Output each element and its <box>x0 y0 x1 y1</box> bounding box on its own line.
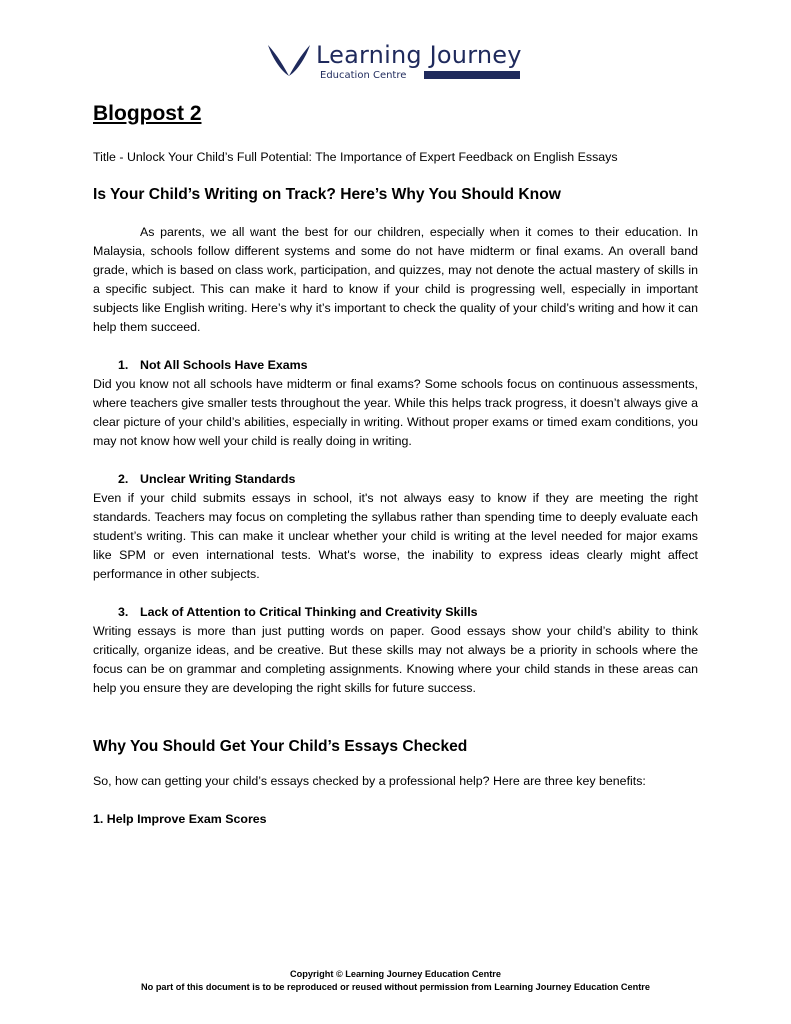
list-item-heading: 2. Unclear Writing Standards <box>118 472 296 486</box>
document-body <box>93 100 698 829</box>
section-heading-2: Why You Should Get Your Child’s Essays Checked <box>93 738 468 755</box>
section-heading-1: Is Your Child’s Writing on Track? Here’s Why You Should Know <box>93 186 561 203</box>
blog-title-line: Title - Unlock Your Child’s Full Potential: The Importance of Expert Feedback on English Essays <box>93 150 618 164</box>
list-item-body: Even if your child submits essays in school, it's not always easy to know if they are meeting the right standards. Teachers may focus on completing the syllabus rather than spending time to deeply evaluate each student’s writing. This can make it unclear whether your child is writing at the level needed for major exams like SPM or even international tests. What's worse, the inability to express ideas clearly might affect performance in other subjects. <box>93 491 698 581</box>
section-2-intro: So, how can getting your child’s essays checked by a professional help? Here are three key benefits: <box>93 774 646 788</box>
logo-name: Learning Journey <box>316 41 522 69</box>
intro-paragraph: As parents, we all want the best for our children, especially when it comes to their education. In Malaysia, schools follow different systems and some do not have midterm or final exams. An overall band grade, which is based on class work, participation, and quizzes, may not denote the actual mastery of skills in a specific subject. This can make it hard to know if your child is progressing well, especially in important subjects like English writing. Here’s why it’s important to check the quality of your child’s writing and how it can help them succeed. <box>93 225 698 334</box>
list-item-body: Writing essays is more than just putting words on paper. Good essays show your child’s ability to think critically, organize ideas, and be creative. But these skills may not always be a priority in schools where the focus can be on grammar and completing assignments. Knowing where your child stands in these areas can help you ensure they are developing the right skills for future success. <box>93 624 698 695</box>
list-item-heading: 3. Lack of Attention to Critical Thinking and Creativity Skills <box>118 605 478 619</box>
benefit-heading: 1. Help Improve Exam Scores <box>93 812 267 826</box>
footer-copyright: Copyright © Learning Journey Education Centre <box>290 969 501 979</box>
logo-subtitle: Education Centre <box>320 70 407 81</box>
document-title: Blogpost 2 <box>93 102 202 125</box>
list-item-heading: 1. Not All Schools Have Exams <box>118 358 308 372</box>
logo-wing-icon <box>266 43 312 77</box>
logo-bar <box>424 71 520 79</box>
list-item-body: Did you know not all schools have midterm or final exams? Some schools focus on continuous assessments, where teachers give smaller tests throughout the year. While this helps track progress, it doesn’t always give a clear picture of your child’s abilities, especially in writing. Without proper exams or timed exam conditions, you may not know how well your child is really doing in writing. <box>93 377 698 448</box>
footer-notice: No part of this document is to be reproduced or reused without permission from Learning Journey Education Centre <box>141 982 650 992</box>
footer <box>0 968 791 994</box>
logo <box>266 40 522 84</box>
